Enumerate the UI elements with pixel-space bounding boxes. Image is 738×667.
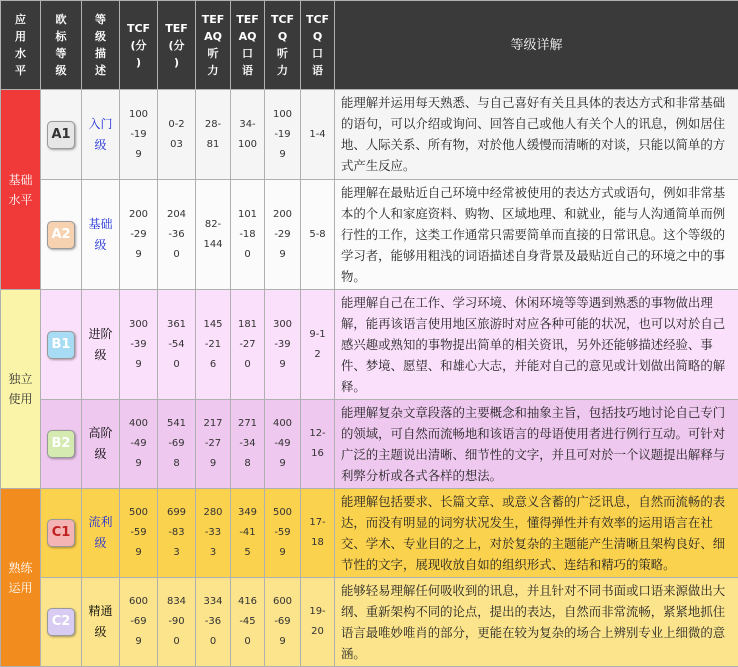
- score-tcf: [120, 180, 158, 290]
- text-line: 349: [233, 503, 262, 523]
- text-line: -41: [233, 523, 262, 543]
- text-line: 精通: [82, 601, 119, 622]
- text-line: 9: [122, 245, 155, 265]
- score-tef: [158, 400, 196, 489]
- header-tcf-q-listening: TCF Q 听 力: [265, 1, 301, 90]
- text-line: 8: [233, 454, 262, 474]
- text-line: -18: [233, 225, 262, 245]
- score-tef-aq-s: [231, 290, 265, 400]
- score-tef: [158, 290, 196, 400]
- cefr-badge: A1: [47, 121, 75, 149]
- text-line: 1-4: [303, 125, 332, 145]
- score-tef-aq-l: [196, 180, 231, 290]
- text-line: 基础: [82, 214, 119, 235]
- text-line: -54: [160, 335, 193, 355]
- level-description-link[interactable]: [82, 489, 120, 578]
- text-line: 5: [233, 543, 262, 563]
- text-line: 100: [267, 105, 298, 125]
- text-line: -49: [267, 434, 298, 454]
- score-tcf-q-l: [265, 90, 301, 180]
- text-line: 34-: [233, 115, 262, 135]
- text-line: -69: [267, 612, 298, 632]
- cefr-cell: [41, 290, 82, 400]
- text-line: 进阶: [82, 324, 119, 345]
- text-line: 使用: [1, 389, 40, 409]
- cefr-badge: C1: [47, 519, 75, 547]
- cefr-badge: B2: [47, 430, 75, 458]
- text-line: 217: [198, 414, 228, 434]
- text-line: -21: [198, 335, 228, 355]
- text-line: 9: [122, 632, 155, 652]
- text-line: 入门: [82, 114, 119, 135]
- text-line: 9: [267, 245, 298, 265]
- text-line: 200: [122, 205, 155, 225]
- text-line: 9: [267, 454, 298, 474]
- score-tef: [158, 489, 196, 578]
- text-line: -29: [267, 225, 298, 245]
- header-tcf-q-speaking: TCF Q 口 语: [301, 1, 335, 90]
- text-line: 熟练: [1, 558, 40, 578]
- text-line: 600: [267, 592, 298, 612]
- cefr-cell: [41, 180, 82, 290]
- text-line: -27: [233, 335, 262, 355]
- text-line: 9: [122, 454, 155, 474]
- text-line: 82-: [198, 215, 228, 235]
- text-line: 流利: [82, 512, 119, 533]
- text-line: 500: [267, 503, 298, 523]
- table-row: [1, 180, 738, 290]
- text-line: 9: [122, 355, 155, 375]
- text-line: 0: [160, 245, 193, 265]
- cefr-badge: A2: [47, 221, 75, 249]
- text-line: 834: [160, 592, 193, 612]
- text-line: 9: [267, 632, 298, 652]
- score-tef-aq-s: [231, 90, 265, 180]
- header-tef-aq-listening: TEF AQ 听 力: [196, 1, 231, 90]
- text-line: 18: [303, 533, 332, 553]
- text-line: 0: [198, 632, 228, 652]
- score-tcf: [120, 489, 158, 578]
- score-tcf: [120, 90, 158, 180]
- level-detail-text: 能够轻易理解任何吸收到的讯息，并且针对不同书面或口语来源做出大纲、重新架构不同的论点，提出的表达，自然而非常流畅，紧紧地抓住语言最唯妙唯肖的部分，更能在较为复杂的场合上辨别专业上细微的意涵。: [335, 578, 738, 667]
- text-line: 高阶: [82, 423, 119, 444]
- text-line: 100: [233, 135, 262, 155]
- table-row: [1, 90, 738, 180]
- text-line: -45: [233, 612, 262, 632]
- text-line: 9: [122, 543, 155, 563]
- text-line: 级: [82, 533, 119, 554]
- text-line: 水平: [1, 190, 40, 210]
- header-detail: 等级详解: [335, 1, 738, 90]
- header-cefr: 欧 标 等 级: [41, 1, 82, 90]
- text-line: 级: [82, 622, 119, 643]
- header-description: 等 级 描 述: [82, 1, 120, 90]
- score-tcf-q-s: [301, 400, 335, 489]
- text-line: 12-: [303, 424, 332, 444]
- score-tef-aq-s: [231, 400, 265, 489]
- level-detail-text: 能理解包括要求、长篇文章、或意义含蓄的广泛讯息，自然而流畅的表达，而没有明显的词穷状况发生，懂得弹性并有效率的运用语言在社交、学术、专业目的之上，对於复杂的主题能产生清晰且架构良好、细节性的文字，展现收放自如的组织形式、连结和精巧的策略。: [335, 489, 738, 578]
- text-line: 基础: [1, 170, 40, 190]
- level-group-basic: [1, 90, 41, 290]
- text-line: -29: [122, 225, 155, 245]
- text-line: 0: [233, 355, 262, 375]
- text-line: -59: [122, 523, 155, 543]
- text-line: 17-: [303, 513, 332, 533]
- level-description: [82, 578, 120, 667]
- text-line: -33: [198, 523, 228, 543]
- text-line: -39: [267, 335, 298, 355]
- level-group-prof: [1, 489, 41, 667]
- score-tcf-q-l: [265, 400, 301, 489]
- table-row: [1, 400, 738, 489]
- score-tcf: [120, 290, 158, 400]
- text-line: 9: [267, 355, 298, 375]
- score-tef: [158, 180, 196, 290]
- score-tcf-q-l: [265, 290, 301, 400]
- text-line: 181: [233, 315, 262, 335]
- level-description: [82, 400, 120, 489]
- text-line: 300: [267, 315, 298, 335]
- text-line: 541: [160, 414, 193, 434]
- text-line: 级: [82, 135, 119, 156]
- score-tef-aq-s: [231, 489, 265, 578]
- score-tef-aq-l: [196, 290, 231, 400]
- level-detail-text: 能理解在最贴近自己环境中经常被使用的表达方式或语句，例如非常基本的个人和家庭资料、购物、区域地理、和就业，能与人沟通简单而例行性的工作，这类工作通常只需要简单而直接的日常讯息。这个等级的学习者，能够用粗浅的词语描述自身背景及最贴近自己的环境之中的事物。: [335, 180, 738, 290]
- level-detail-text: 能理解复杂文章段落的主要概念和抽象主旨，包括技巧地讨论自己专门的领域，可自然而流畅地和该语言的母语使用者进行例行互动。可针对广泛的主题说出清晰、细节性的文字，并且可对於一个议题提出解释与利弊分析或各式各样的想法。: [335, 400, 738, 489]
- text-line: -36: [198, 612, 228, 632]
- score-tef-aq-s: [231, 578, 265, 667]
- text-line: -59: [267, 523, 298, 543]
- text-line: 0: [233, 245, 262, 265]
- text-line: 级: [82, 235, 119, 256]
- text-line: 16: [303, 444, 332, 464]
- text-line: -90: [160, 612, 193, 632]
- header-tef-aq-speaking: TEF AQ 口 语: [231, 1, 265, 90]
- text-line: 运用: [1, 578, 40, 598]
- text-line: -34: [233, 434, 262, 454]
- text-line: 28-: [198, 115, 228, 135]
- text-line: 2: [303, 345, 332, 365]
- header-row: [1, 1, 738, 90]
- text-line: 20: [303, 622, 332, 642]
- text-line: 9: [198, 454, 228, 474]
- text-line: -27: [198, 434, 228, 454]
- text-line: -83: [160, 523, 193, 543]
- text-line: 271: [233, 414, 262, 434]
- score-tef: [158, 90, 196, 180]
- text-line: -49: [122, 434, 155, 454]
- score-tef-aq-l: [196, 400, 231, 489]
- text-line: 8: [160, 454, 193, 474]
- text-line: 204: [160, 205, 193, 225]
- level-description-link[interactable]: [82, 90, 120, 180]
- text-line: 3: [160, 543, 193, 563]
- table-row: [1, 290, 738, 400]
- text-line: 0: [160, 632, 193, 652]
- text-line: 200: [267, 205, 298, 225]
- cefr-cell: [41, 90, 82, 180]
- text-line: -19: [267, 125, 298, 145]
- score-tcf-q-s: [301, 489, 335, 578]
- score-tcf: [120, 578, 158, 667]
- score-tcf-q-l: [265, 180, 301, 290]
- text-line: 9: [122, 145, 155, 165]
- text-line: 9-1: [303, 325, 332, 345]
- text-line: -36: [160, 225, 193, 245]
- text-line: 0: [233, 632, 262, 652]
- text-line: 416: [233, 592, 262, 612]
- text-line: 5-8: [303, 225, 332, 245]
- text-line: 03: [160, 135, 193, 155]
- text-line: 级: [82, 444, 119, 465]
- table-row: [1, 578, 738, 667]
- score-tcf-q-s: [301, 180, 335, 290]
- score-tcf-q-l: [265, 578, 301, 667]
- text-line: 101: [233, 205, 262, 225]
- text-line: 144: [198, 235, 228, 255]
- score-tcf-q-s: [301, 290, 335, 400]
- text-line: 0: [160, 355, 193, 375]
- score-tef: [158, 578, 196, 667]
- cefr-badge: B1: [47, 331, 75, 359]
- text-line: 145: [198, 315, 228, 335]
- level-description-link[interactable]: [82, 180, 120, 290]
- level-detail-text: 能理解自己在工作、学习环境、休闲环境等等遇到熟悉的事物做出理解，能再该语言使用地区旅游时对应各种可能的状况，也可以对於自己感兴趣或熟知的事物提出简单的相关资讯，另外还能够描述经验、事件、梦境、愿望、和雄心大志，并能对自己的意见或计划做出简略的解释。: [335, 290, 738, 400]
- header-tef: TEF (分 ): [158, 1, 196, 90]
- table-row: [1, 489, 738, 578]
- score-tcf-q-s: [301, 578, 335, 667]
- text-line: 361: [160, 315, 193, 335]
- text-line: 699: [160, 503, 193, 523]
- text-line: 3: [198, 543, 228, 563]
- cefr-cell: [41, 578, 82, 667]
- text-line: -69: [160, 434, 193, 454]
- text-line: 级: [82, 345, 119, 366]
- text-line: -69: [122, 612, 155, 632]
- text-line: 280: [198, 503, 228, 523]
- score-tcf-q-l: [265, 489, 301, 578]
- text-line: 19-: [303, 602, 332, 622]
- text-line: -19: [122, 125, 155, 145]
- cefr-cell: [41, 489, 82, 578]
- text-line: 独立: [1, 369, 40, 389]
- text-line: 500: [122, 503, 155, 523]
- text-line: 6: [198, 355, 228, 375]
- text-line: 9: [267, 543, 298, 563]
- text-line: 300: [122, 315, 155, 335]
- level-detail-text: 能理解并运用每天熟悉、与自己喜好有关且具体的表达方式和非常基础的语句，可以介绍或询问、回答自己或他人有关个人的讯息，例如居住地、人际关系、所有物，对於他人缓慢而清晰的对谈，只能以简单的方式产生反应。: [335, 90, 738, 180]
- score-tcf-q-s: [301, 90, 335, 180]
- header-tcf: TCF (分 ): [120, 1, 158, 90]
- level-description: [82, 290, 120, 400]
- text-line: 600: [122, 592, 155, 612]
- text-line: -39: [122, 335, 155, 355]
- text-line: 0-2: [160, 115, 193, 135]
- text-line: 400: [267, 414, 298, 434]
- text-line: 400: [122, 414, 155, 434]
- text-line: 9: [267, 145, 298, 165]
- score-tcf: [120, 400, 158, 489]
- score-tef-aq-l: [196, 489, 231, 578]
- cefr-badge: C2: [47, 608, 75, 636]
- score-tef-aq-l: [196, 578, 231, 667]
- score-tef-aq-l: [196, 90, 231, 180]
- level-group-indep: [1, 290, 41, 489]
- text-line: 334: [198, 592, 228, 612]
- score-tef-aq-s: [231, 180, 265, 290]
- text-line: 81: [198, 135, 228, 155]
- cefr-cell: [41, 400, 82, 489]
- text-line: 100: [122, 105, 155, 125]
- header-level: 应 用 水 平: [1, 1, 41, 90]
